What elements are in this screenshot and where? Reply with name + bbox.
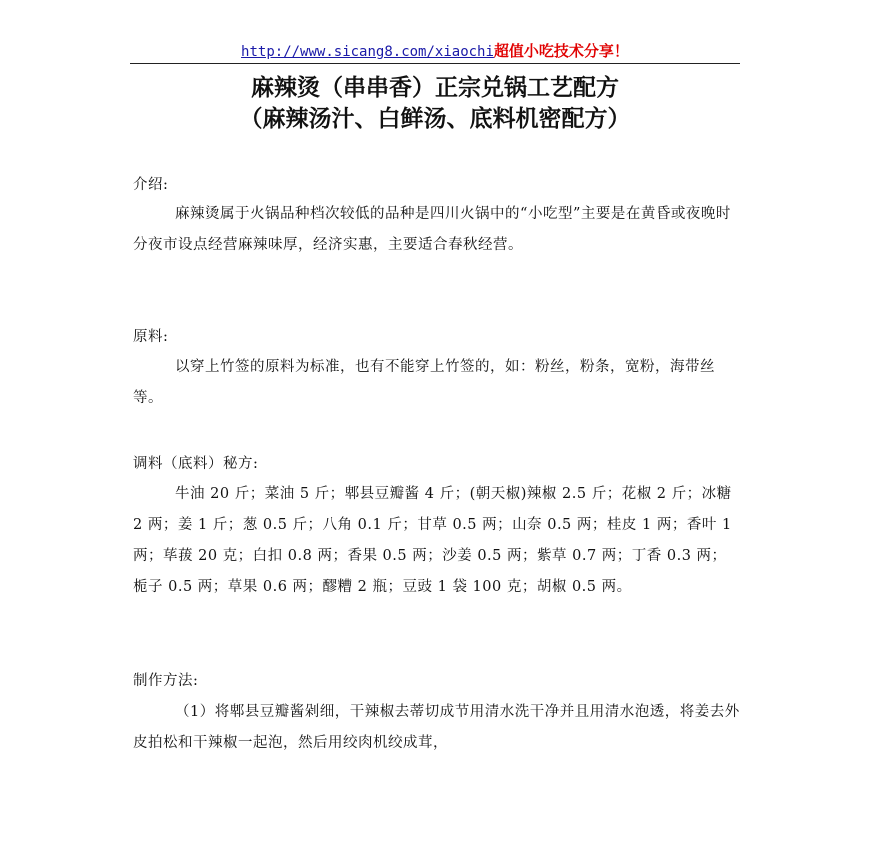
intro-paragraph: 麻辣烫属于火锅品种档次较低的品种是四川火锅中的“小吃型”主要是在黄昏或夜晚时分夜市设点经营麻辣味厚，经济实惠，主要适合春秋经营。 xyxy=(133,206,731,253)
page-header xyxy=(130,40,740,62)
method-label: 制作方法: xyxy=(133,673,199,689)
materials-label: 原料: xyxy=(133,329,169,345)
site-link[interactable]: http://www.sicang8.com/xiaochi xyxy=(241,44,494,60)
method-paragraph: （1）将郫县豆瓣酱剁细，干辣椒去蒂切成节用清水洗干净并且用清水泡透，将姜去外皮拍松和干辣椒一起泡，然后用绞肉机绞成茸， xyxy=(133,704,740,751)
document-title: 麻辣烫（串串香）正宗兑锅工艺配方 xyxy=(251,75,619,101)
seasoning-label: 调料（底料）秘方: xyxy=(133,456,259,472)
header-divider xyxy=(130,63,740,64)
seasoning-paragraph: 牛油 20 斤；菜油 5 斤；郫县豆瓣酱 4 斤；(朝天椒)辣椒 2.5 斤；花椒 2 斤；冰糖 2 两；姜 1 斤；葱 0.5 斤；八角 0.1 斤；甘草 0.5 两；山奈 0.5 两；桂皮 1 两；香叶 1 两；荜菝 20 克；白扣 0.8 两；香果 0.5 两；沙姜 0.5 两；紫草 0.7 两；丁香 0.3 两；栀子 0.5 两；草果 0.6 两；醪糟 2 瓶；豆豉 1 袋 100 克；胡椒 0.5 两。 xyxy=(133,486,732,595)
materials-paragraph: 以穿上竹签的原料为标准，也有不能穿上竹签的，如：粉丝，粉条，宽粉，海带丝等。 xyxy=(133,359,716,406)
intro-label: 介绍: xyxy=(133,177,169,193)
document-subtitle: （麻辣汤汁、白鲜汤、底料机密配方） xyxy=(239,106,631,132)
promo-text: 超值小吃技术分享！ xyxy=(493,42,629,60)
